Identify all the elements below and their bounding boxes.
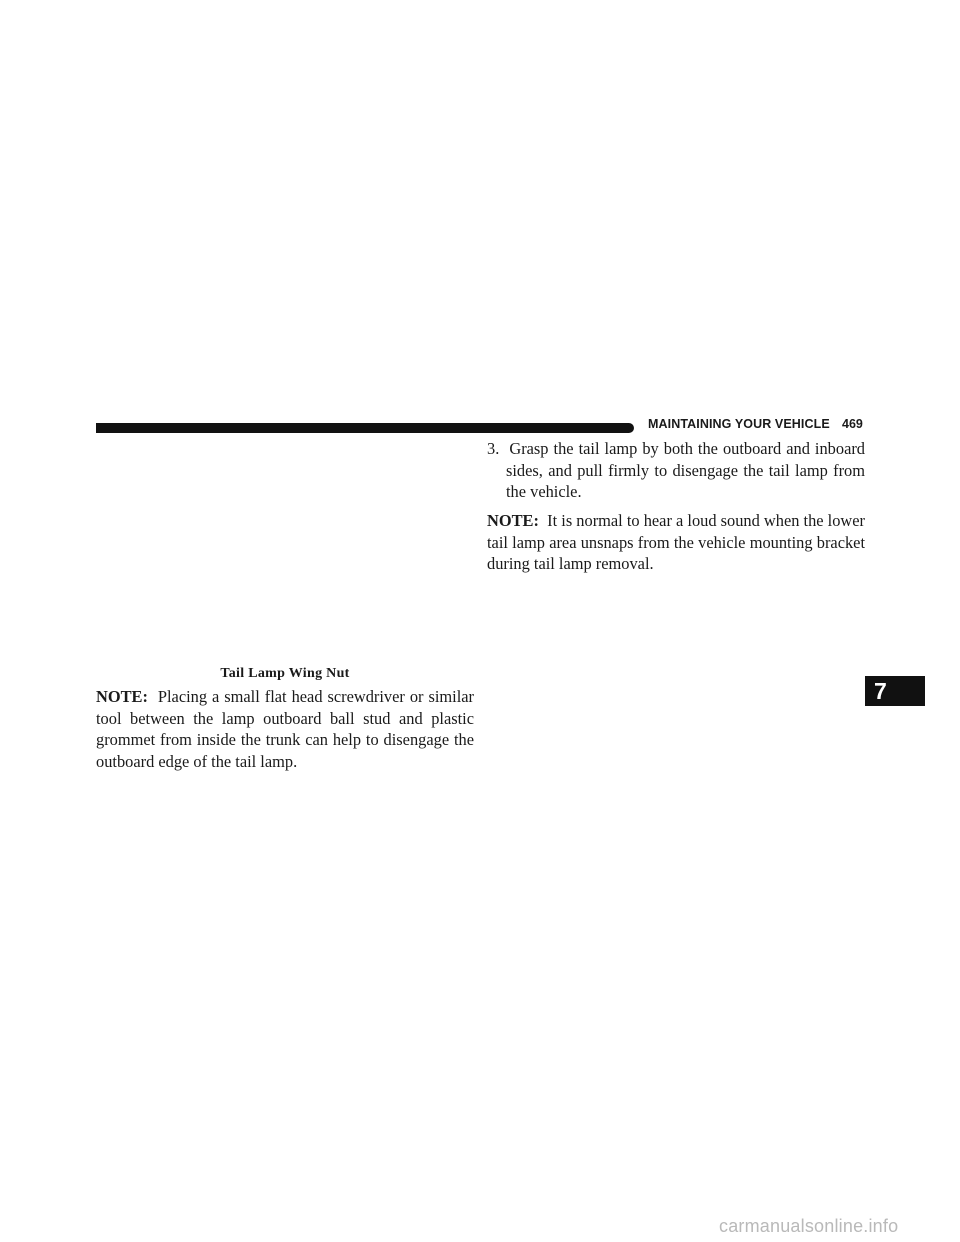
step-number: 3. xyxy=(487,439,505,458)
note-paragraph-right xyxy=(487,510,865,575)
watermark: carmanualsonline.info xyxy=(719,1216,899,1236)
page-number: 469 xyxy=(842,417,863,431)
note-paragraph-left xyxy=(96,686,474,772)
note-text: Placing a small flat head screwdriver or similar tool between the lamp outboard ball stud and plastic grommet from inside the trunk can help to disengage the outboard edge of the tail lamp. xyxy=(96,687,474,771)
note-text: It is normal to hear a loud sound when the lower tail lamp area unsnaps from the vehicle mounting bracket during tail lamp removal. xyxy=(487,511,865,573)
figure-image-area xyxy=(96,440,474,660)
chapter-tab: 7 xyxy=(865,676,925,706)
figure-caption: Tail Lamp Wing Nut xyxy=(220,666,350,681)
header-rule xyxy=(96,423,634,433)
note-label: NOTE: xyxy=(487,511,544,530)
section-header-title: MAINTAINING YOUR VEHICLE xyxy=(648,417,830,431)
step-text: Grasp the tail lamp by both the outboard and inboard sides, and pull firmly to disengage the tail lamp from the vehicle. xyxy=(506,439,866,501)
note-label: NOTE: xyxy=(96,687,153,706)
step-3-paragraph xyxy=(487,438,865,503)
